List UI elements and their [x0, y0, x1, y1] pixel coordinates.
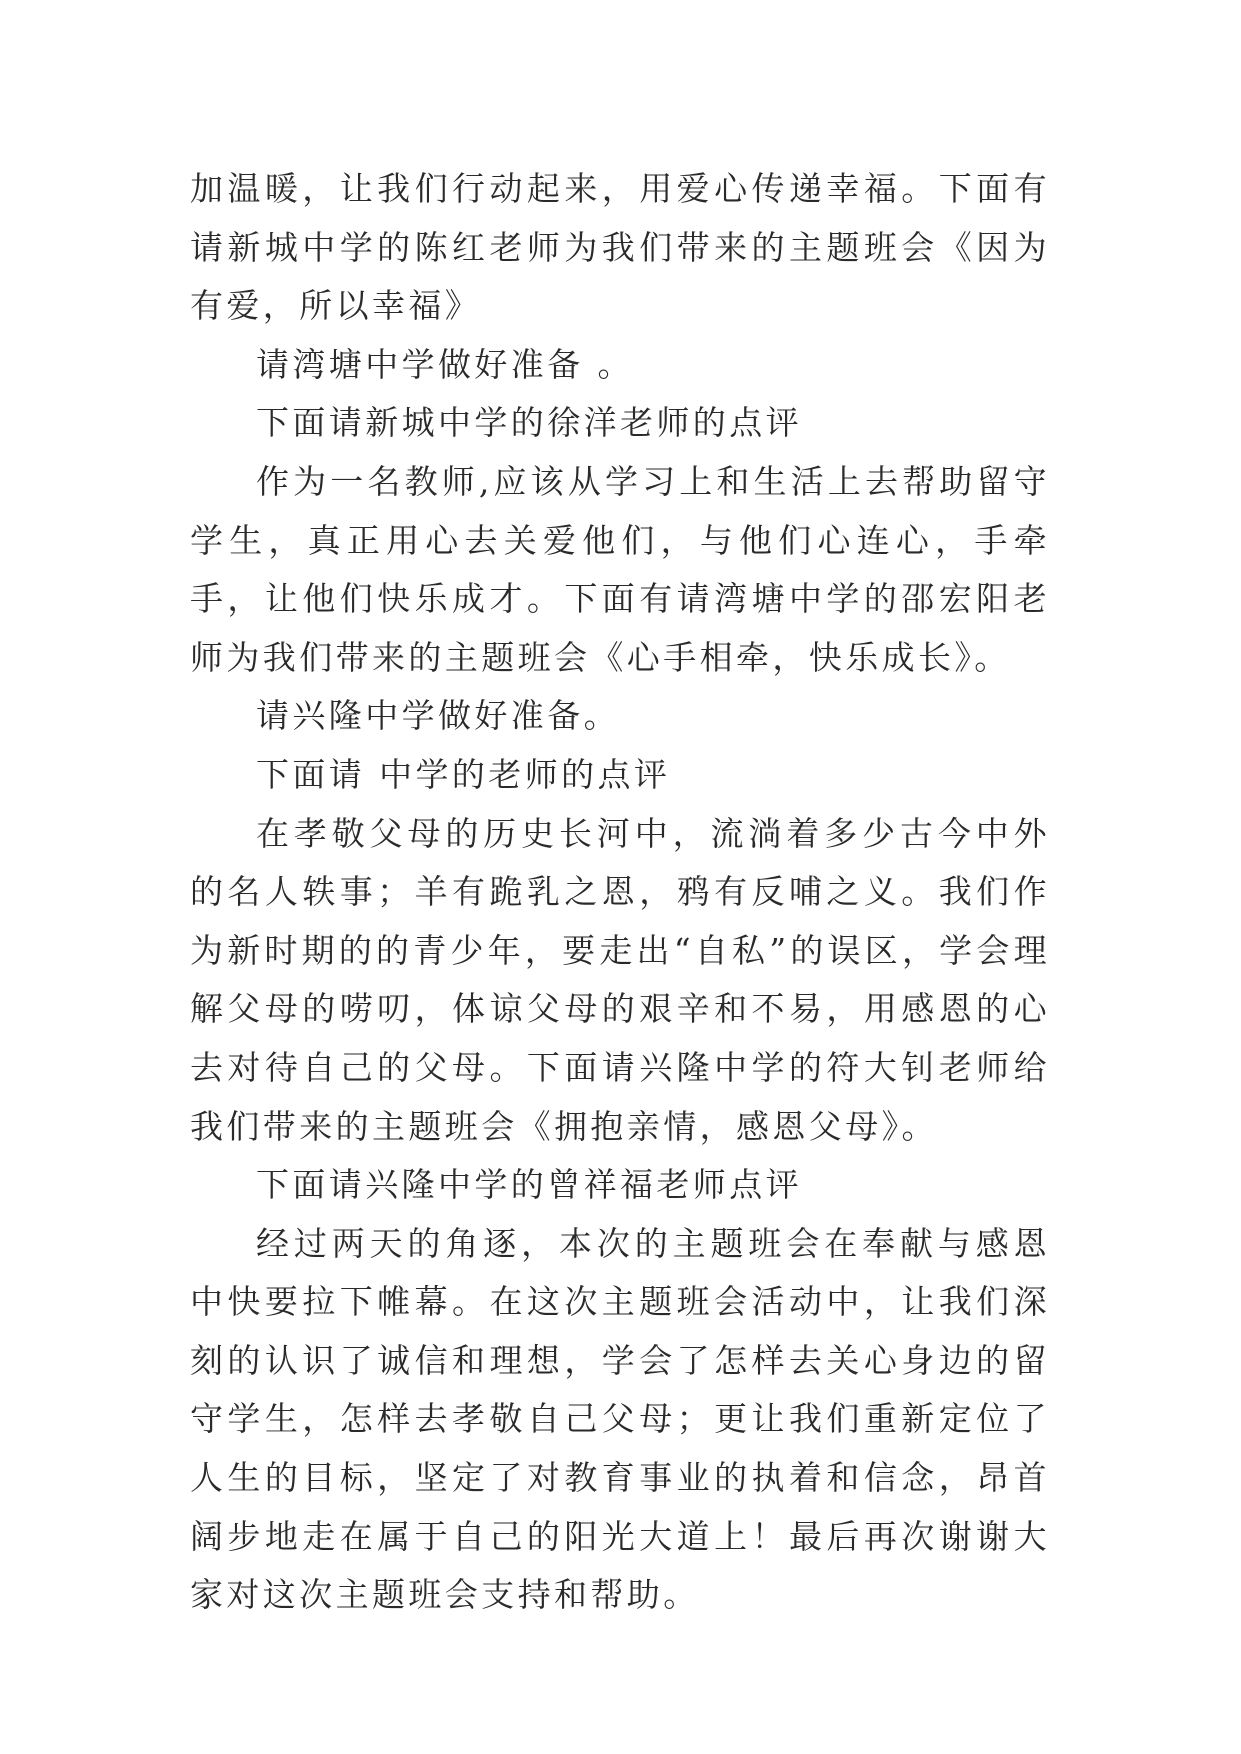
paragraph: 经过两天的角逐，本次的主题班会在奉献与感恩中快要拉下帷幕。在这次主题班会活动中，让我们深刻的认识了诚信和理想，学会了怎样去关心身边的留守学生，怎样去孝敬自己父母；更让我们重新定位了人生的目标，坚定了对教育事业的执着和信念，昂首阔步地走在属于自己的阳光大道上！最后再次谢谢大家对这次主题班会支持和帮助。 — [190, 1223, 1050, 1615]
paragraph: 下面请新城中学的徐洋老师的点评 — [256, 403, 802, 443]
paragraph: 下面请兴隆中学的曾祥福老师点评 — [256, 1165, 802, 1205]
paragraph: 在孝敬父母的历史长河中，流淌着多少古今中外的名人轶事；羊有跪乳之恩，鸦有反哺之义。我们作为新时期的的青少年，要走出“自私”的误区，学会理解父母的唠叨，体谅父母的艰辛和不易，用感恩的心去对待自己的父母。下面请兴隆中学的符大钊老师给我们带来的主题班会《拥抱亲情，感恩父母》。 — [190, 813, 1050, 1146]
paragraph: 下面请 中学的老师的点评 — [256, 754, 671, 794]
paragraph: 请湾塘中学做好准备 。 — [256, 344, 634, 384]
document-body — [190, 160, 1050, 1625]
paragraph: 请兴隆中学做好准备。 — [256, 696, 620, 736]
paragraph-continuation: 加温暖，让我们行动起来，用爱心传递幸福。下面有请新城中学的陈红老师为我们带来的主题班会《因为有爱，所以幸福》 — [190, 169, 1050, 326]
paragraph: 作为一名教师,应该从学习上和生活上去帮助留守学生，真正用心去关爱他们，与他们心连心，手牵手，让他们快乐成才。下面有请湾塘中学的邵宏阳老师为我们带来的主题班会《心手相牵，快乐成长》。 — [190, 461, 1050, 677]
